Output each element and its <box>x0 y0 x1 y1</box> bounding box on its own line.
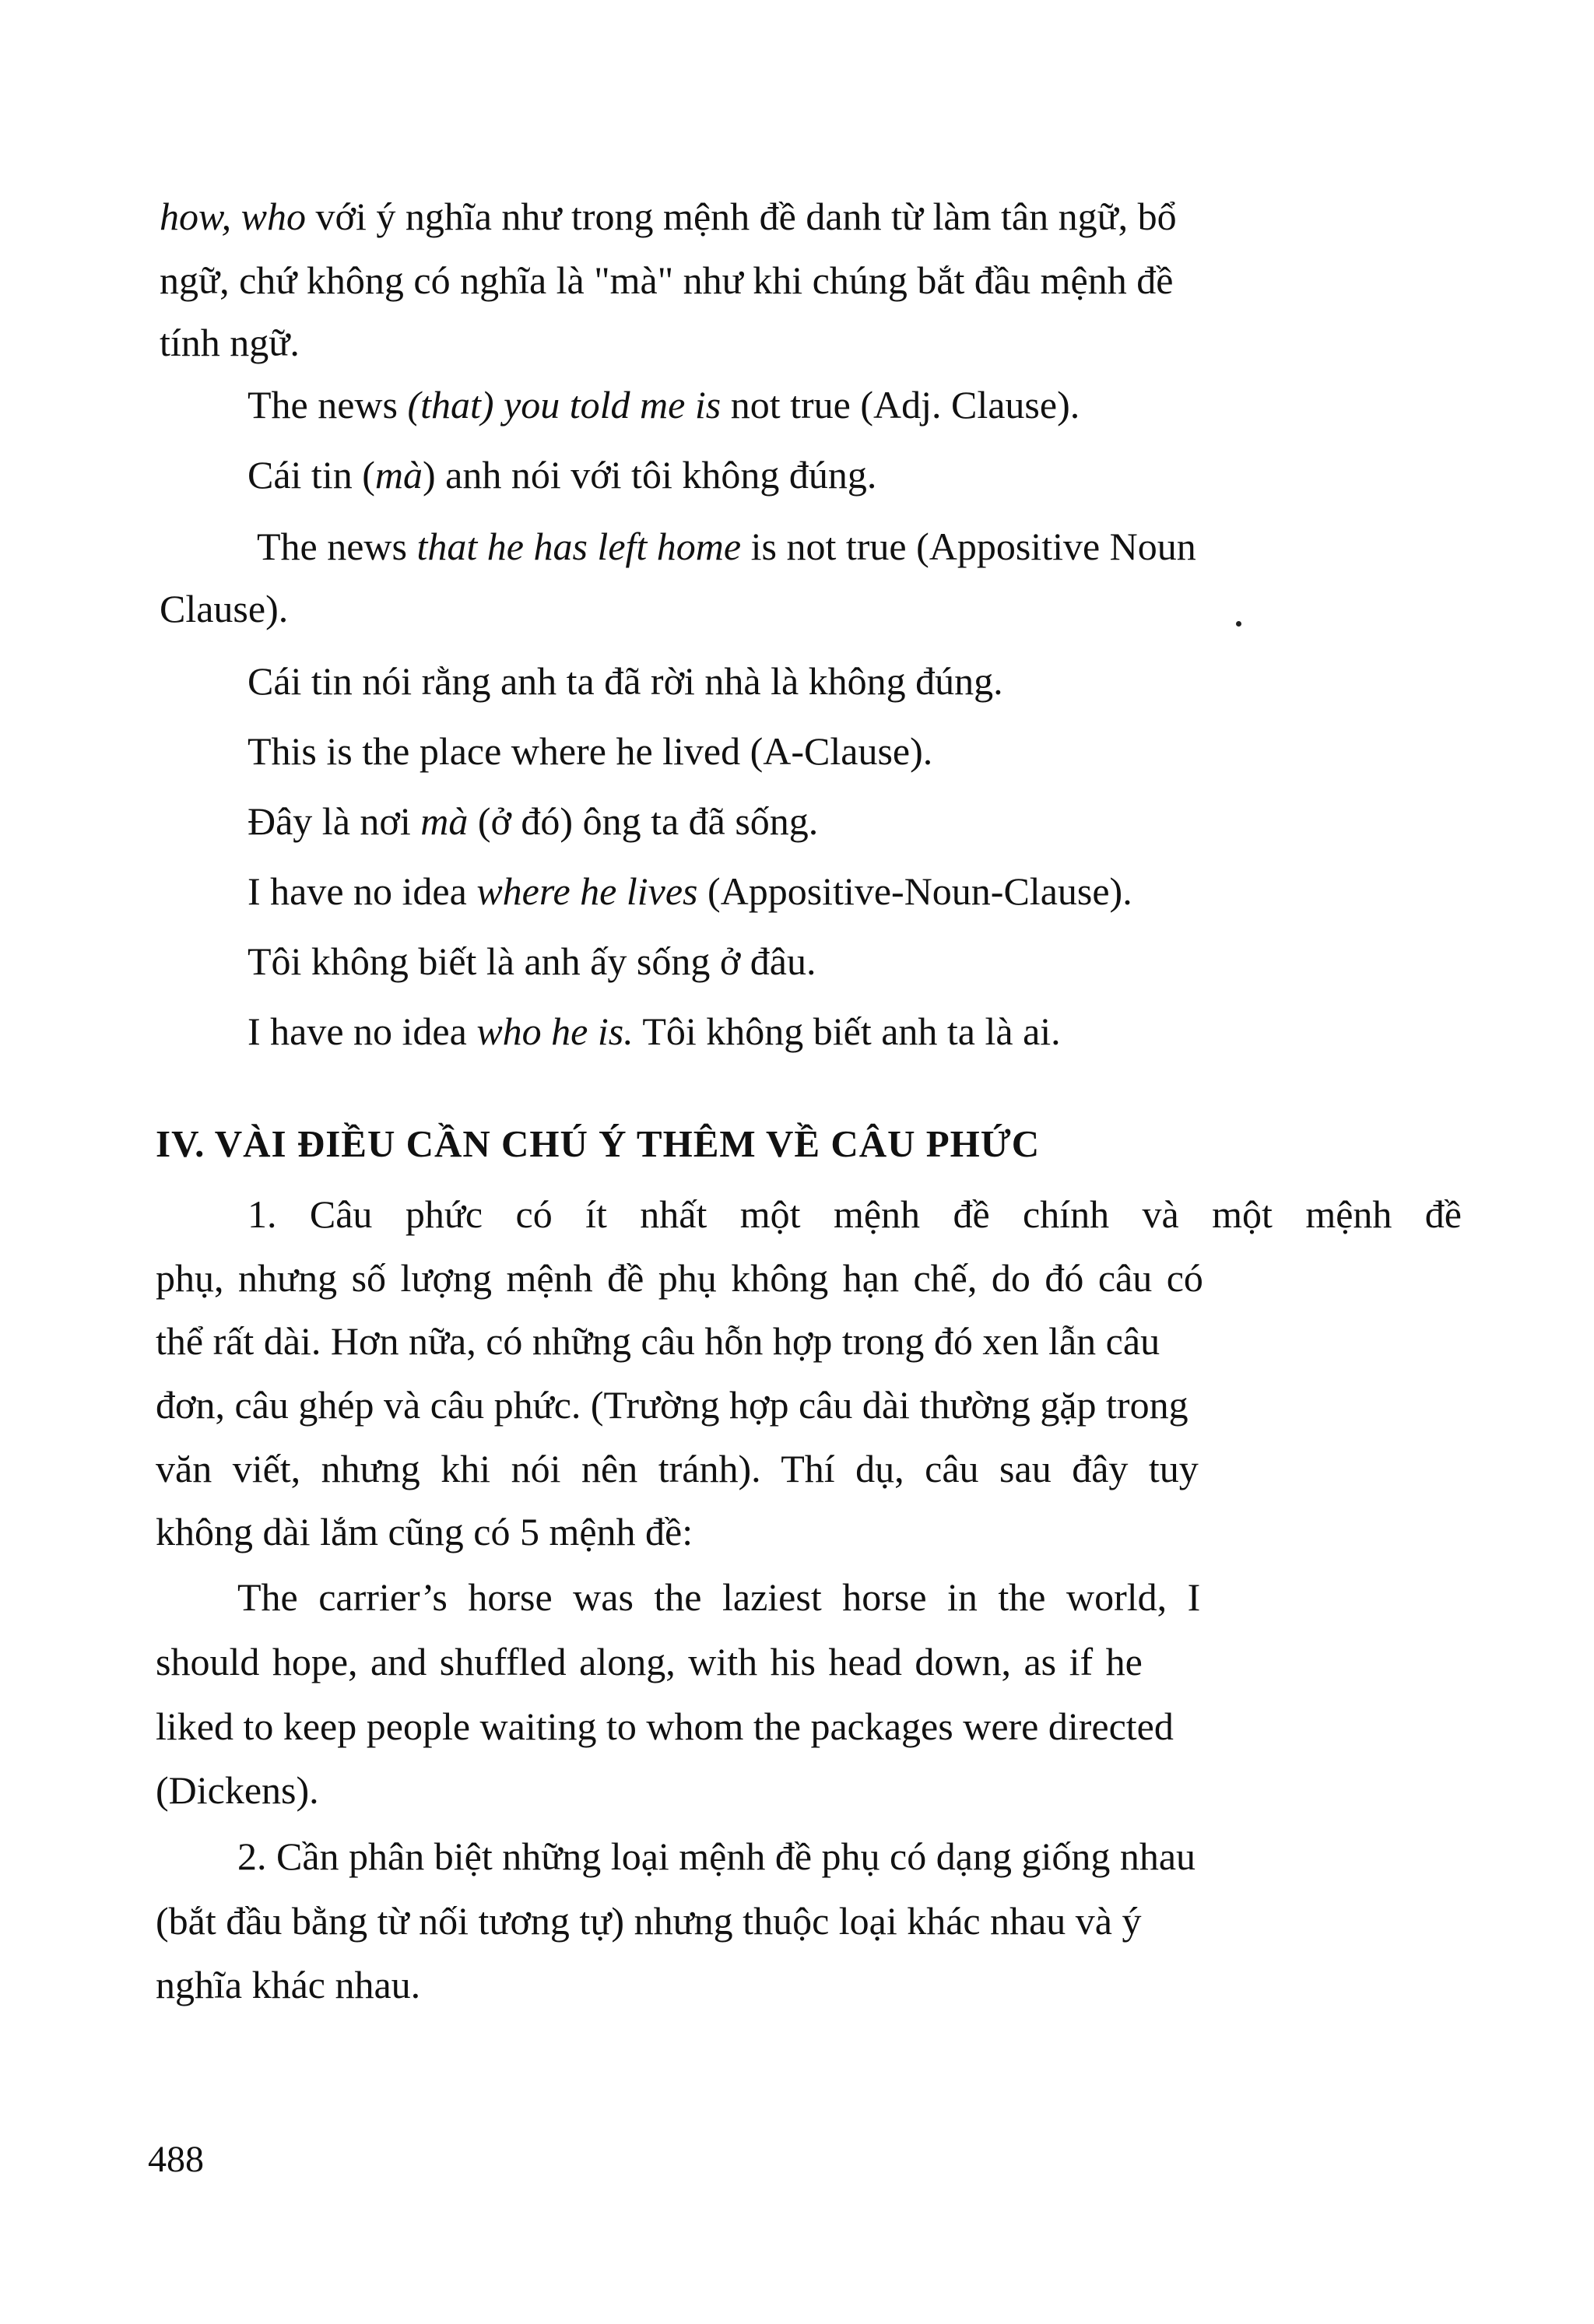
example-line: I have no idea who he is. Tôi không biết anh ta là ai. <box>248 1009 1061 1053</box>
quote-line: The carrier’s horse was the laziest horse in the world, I <box>237 1575 1201 1619</box>
intro-line-1-text: với ý nghĩa như trong mệnh đề danh từ làm tân ngữ, bổ <box>315 195 1177 238</box>
example-line: This is the place where he lived (A-Clause). <box>248 729 933 773</box>
example-line: Clause). <box>160 587 289 630</box>
word: đề <box>1424 1192 1462 1236</box>
paragraph-2-line: 2. Cần phân biệt những loại mệnh đề phụ có dạng giống nhau <box>237 1834 1196 1878</box>
paragraph-1-line <box>248 1191 1462 1237</box>
intro-line-3: tính ngữ. <box>160 321 300 364</box>
word: và <box>1142 1192 1179 1236</box>
section-heading: IV. VÀI ĐIỀU CẦN CHÚ Ý THÊM VỀ CÂU PHỨC <box>156 1122 1041 1165</box>
word: mệnh <box>1305 1192 1392 1236</box>
word: một <box>1212 1192 1273 1236</box>
word: có <box>515 1192 553 1236</box>
example-line: I have no idea where he lives (Appositive-Noun-Clause). <box>248 869 1132 913</box>
stray-mark <box>1236 621 1241 627</box>
example-line: Cái tin (mà) anh nói với tôi không đúng. <box>248 453 877 497</box>
example-line: Tôi không biết là anh ấy sống ở đâu. <box>248 939 816 983</box>
word: chính <box>1023 1192 1110 1236</box>
quote-line: liked to keep people waiting to whom the packages were directed <box>156 1704 1174 1748</box>
intro-line-1 <box>160 193 1177 240</box>
example-line: The news that he has left home is not true (Appositive Noun <box>257 525 1196 568</box>
word: nhất <box>640 1192 707 1236</box>
word: đề <box>953 1192 990 1236</box>
word: phức <box>405 1192 483 1236</box>
paragraph-1-line: phụ, nhưng số lượng mệnh đề phụ không hạn chế, do đó câu có <box>156 1256 1203 1300</box>
paragraph-1-line: đơn, câu ghép và câu phức. (Trường hợp câu dài thường gặp trong <box>156 1383 1188 1427</box>
paragraph-1-line: thể rất dài. Hơn nữa, có những câu hỗn hợp trong đó xen lẫn câu <box>156 1319 1160 1363</box>
paragraph-2-line: (bắt đầu bằng từ nối tương tự) nhưng thuộc loại khác nhau và ý <box>156 1899 1142 1943</box>
example-line: Cái tin nói rằng anh ta đã rời nhà là không đúng. <box>248 659 1003 703</box>
page-number: 488 <box>148 2139 204 2180</box>
quote-line: (Dickens). <box>156 1768 319 1812</box>
example-line: The news (that) you told me is not true (Adj. Clause). <box>248 383 1080 427</box>
quote-line: should hope, and shuffled along, with his head down, as if he <box>156 1640 1143 1683</box>
word: Câu <box>309 1192 373 1236</box>
paragraph-2-line: nghĩa khác nhau. <box>156 1963 421 2006</box>
example-line: Đây là nơi mà (ở đó) ông ta đã sống. <box>248 799 819 843</box>
word: mệnh <box>833 1192 921 1236</box>
paragraph-1-line: không dài lắm cũng có 5 mệnh đề: <box>156 1510 693 1553</box>
word: ít <box>585 1192 607 1236</box>
word: một <box>739 1192 801 1236</box>
intro-line-2: ngữ, chứ không có nghĩa là "mà" như khi chúng bắt đầu mệnh đề <box>160 258 1174 302</box>
word: 1. <box>248 1192 277 1236</box>
intro-italic-words: how, who <box>160 195 306 238</box>
paragraph-1-line: văn viết, nhưng khi nói nên tránh). Thí dụ, câu sau đây tuy <box>156 1447 1199 1490</box>
